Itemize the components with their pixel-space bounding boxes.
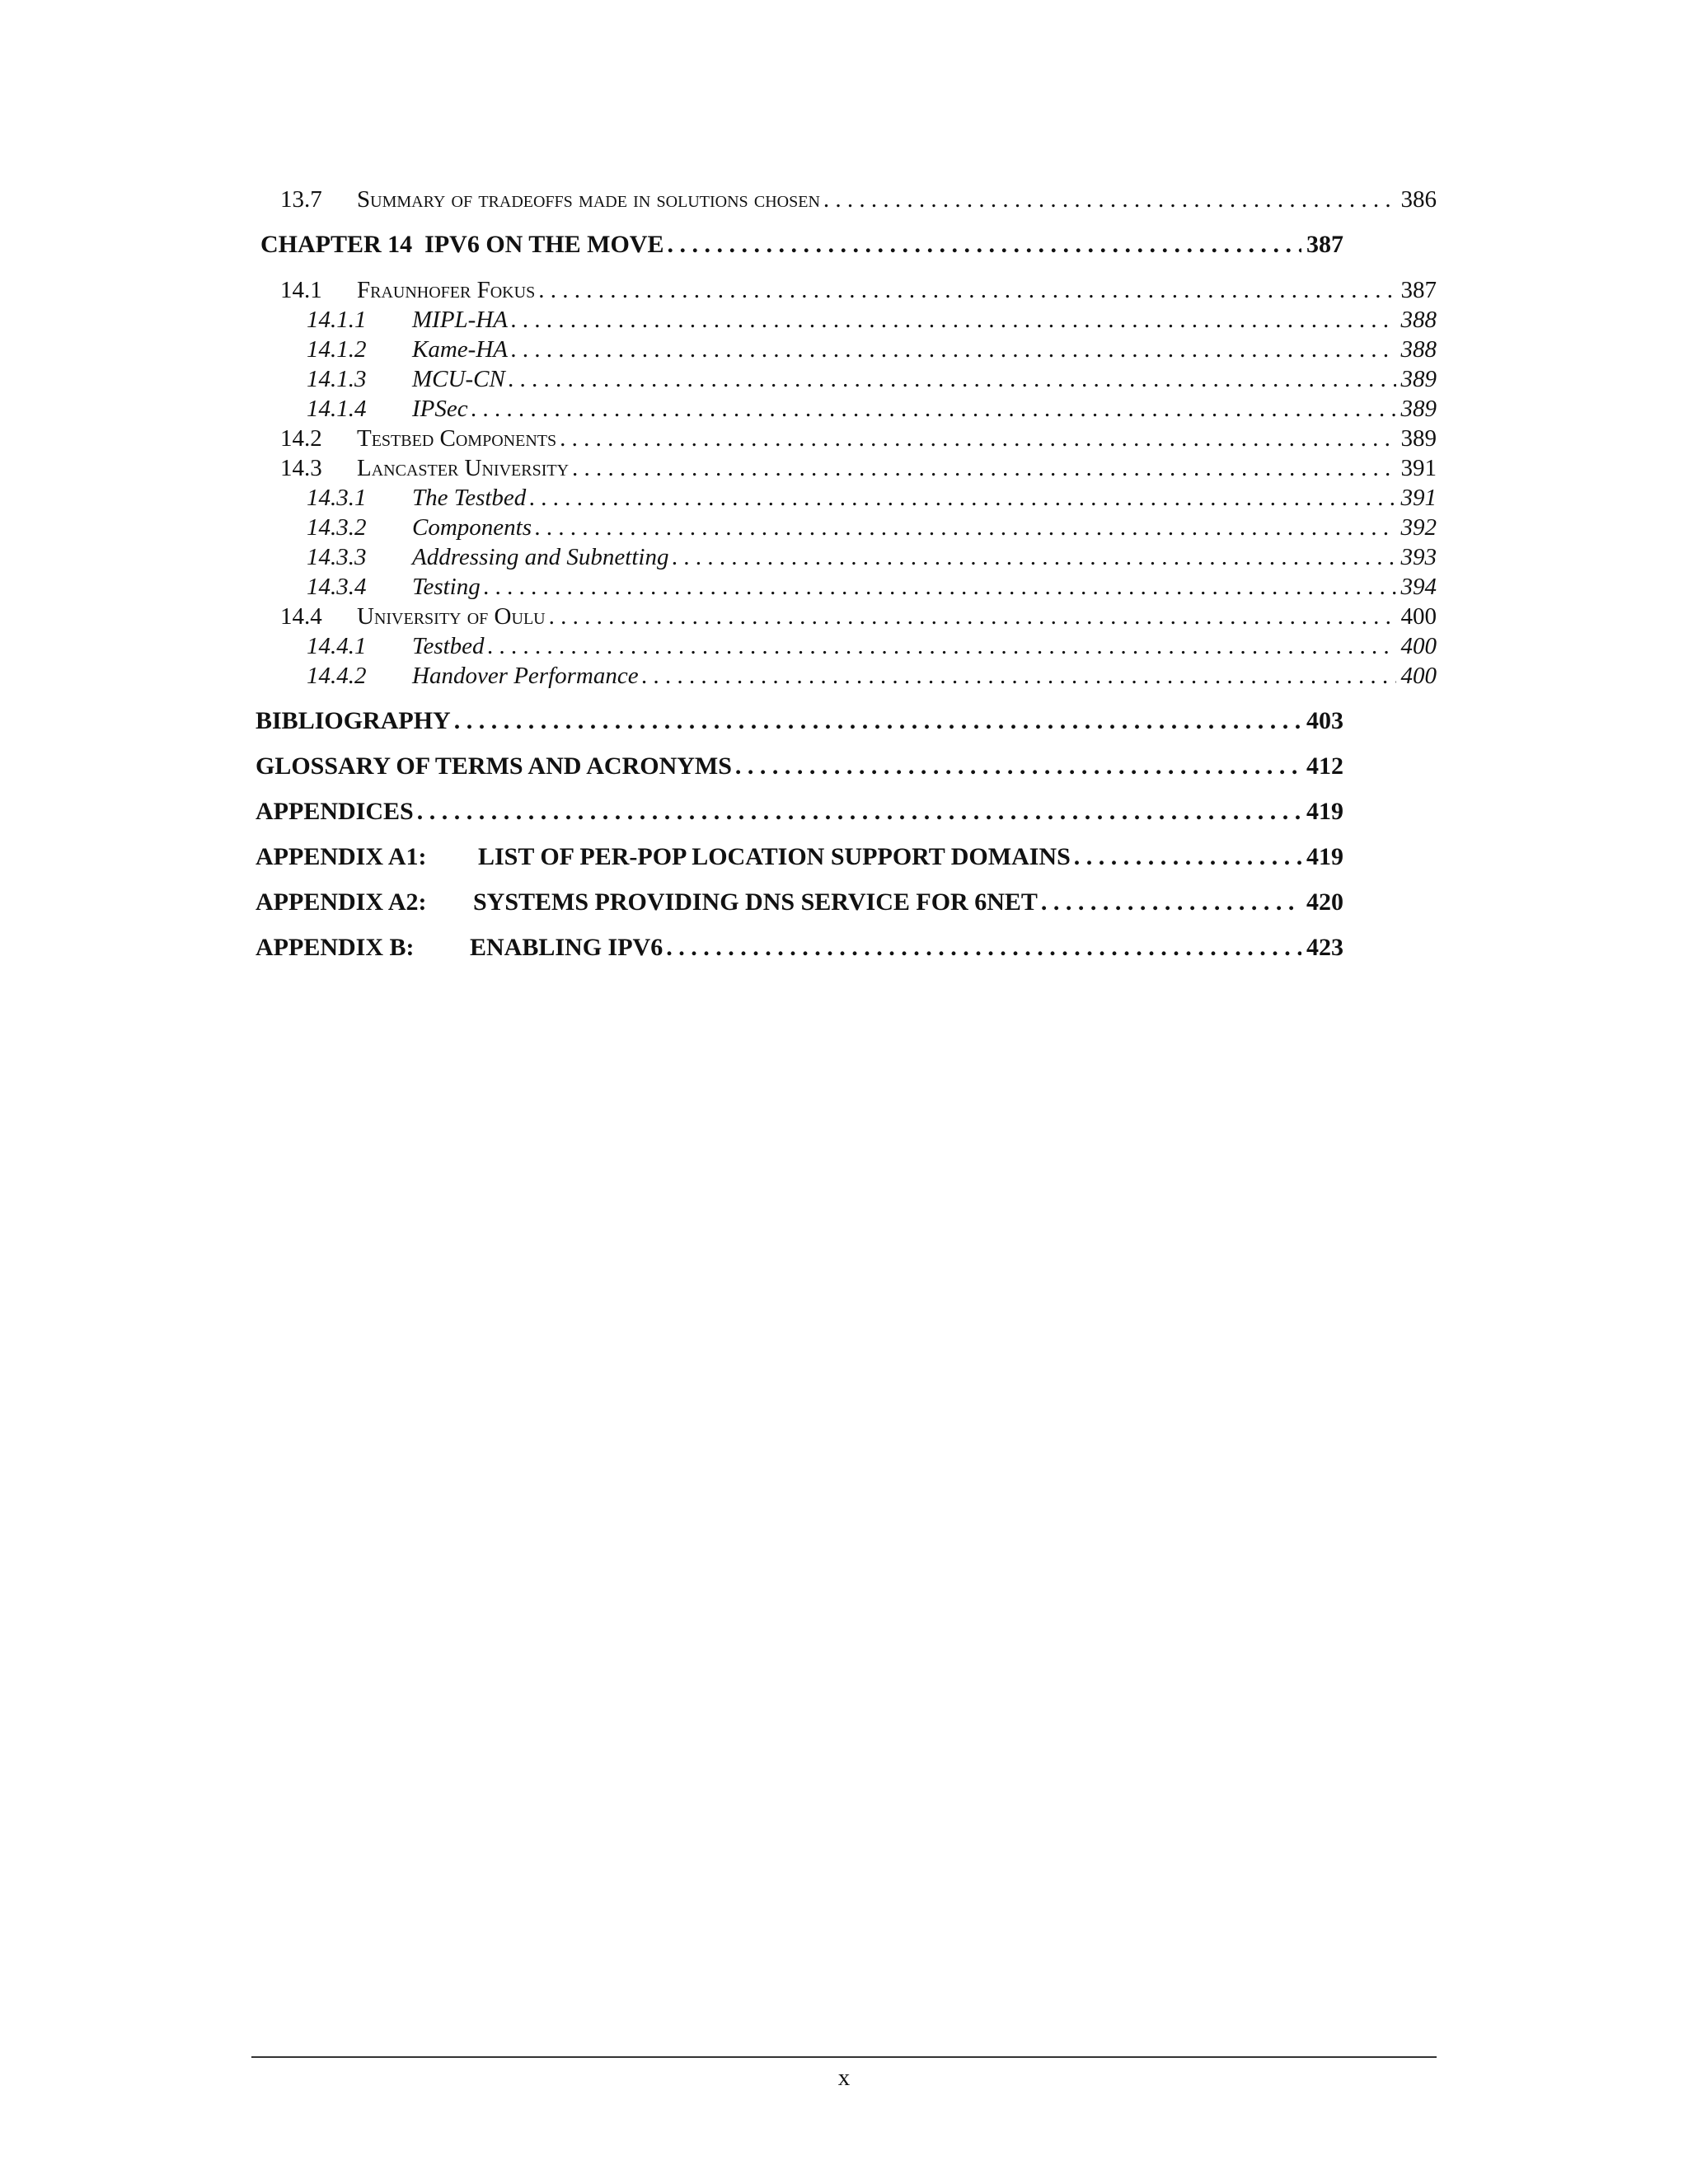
toc-entry-14-3-1[interactable] xyxy=(307,483,1437,513)
section-number: 14.1.3 xyxy=(307,366,367,392)
section-number: 14.3.1 xyxy=(307,485,367,511)
dot-leader xyxy=(735,751,1301,782)
dot-leader xyxy=(1074,841,1301,873)
appendix-label: APPENDIX A1: xyxy=(256,843,427,870)
footer-page-number: x xyxy=(837,2064,851,2091)
toc-entry-14-4-2[interactable] xyxy=(307,661,1437,691)
toc-entry-14-1-3[interactable] xyxy=(307,364,1437,394)
appendix-label: APPENDIX B: xyxy=(256,934,415,961)
dot-leader xyxy=(538,275,1395,305)
page-number: 400 xyxy=(1400,603,1437,630)
page-number: 387 xyxy=(1306,231,1343,258)
dot-leader xyxy=(529,483,1395,513)
toc-entry-13-7[interactable] xyxy=(280,185,1437,214)
toc-entry-glossary[interactable] xyxy=(256,751,1343,782)
dot-leader xyxy=(549,602,1396,631)
section-title: MIPL-HA xyxy=(412,307,508,333)
dot-leader xyxy=(511,335,1396,364)
toc-entry-14-1[interactable] xyxy=(280,275,1437,305)
dot-leader xyxy=(417,796,1301,827)
section-title: Addressing and Subnetting xyxy=(412,544,669,570)
page-number: 412 xyxy=(1306,752,1343,780)
page-number: 394 xyxy=(1400,574,1437,600)
section-number: 14.1 xyxy=(280,277,322,303)
toc-entry-appendix-b[interactable] xyxy=(256,932,1343,963)
dot-leader xyxy=(509,364,1396,394)
page-number: 389 xyxy=(1400,366,1437,392)
page-number: 388 xyxy=(1400,307,1437,333)
toc-entry-appendix-a2[interactable] xyxy=(256,887,1343,918)
dot-leader xyxy=(560,424,1395,453)
dot-leader xyxy=(1041,887,1301,918)
section-number: 14.4 xyxy=(280,603,322,630)
dot-leader xyxy=(511,305,1396,335)
section-number: 14.4.1 xyxy=(307,633,367,659)
section-number: 14.1.2 xyxy=(307,336,367,363)
page-number: 393 xyxy=(1400,544,1437,570)
page-number: 419 xyxy=(1306,843,1343,870)
page-number: 403 xyxy=(1306,707,1343,734)
toc-entry-14-3-2[interactable] xyxy=(307,513,1437,542)
dot-leader xyxy=(667,229,1301,260)
page-number: 392 xyxy=(1400,514,1437,541)
toc-entry-14-3[interactable] xyxy=(280,453,1437,483)
page-number: 419 xyxy=(1306,798,1343,825)
page-number: 423 xyxy=(1306,934,1343,961)
page-number: 386 xyxy=(1400,186,1437,213)
chapter-title: ENABLING IPV6 xyxy=(470,934,663,961)
appendix-label: APPENDIX A2: xyxy=(256,888,427,916)
section-number: 14.3.3 xyxy=(307,544,367,570)
section-title: The Testbed xyxy=(412,485,527,511)
section-number: 14.1.4 xyxy=(307,396,367,422)
page-number: 400 xyxy=(1400,633,1437,659)
section-number: 14.3 xyxy=(280,455,322,481)
section-number: 14.2 xyxy=(280,425,322,452)
section-title: Kame-HA xyxy=(412,336,508,363)
section-number: 14.1.1 xyxy=(307,307,367,333)
toc-entry-appendix-a1[interactable] xyxy=(256,841,1343,873)
toc-entry-appendices[interactable] xyxy=(256,796,1343,827)
dot-leader xyxy=(572,453,1395,483)
page-number: 400 xyxy=(1400,663,1437,689)
page-number: 391 xyxy=(1400,455,1437,481)
chapter-title: BIBLIOGRAPHY xyxy=(256,707,451,734)
section-title: Summary of tradeoffs made in solutions chosen xyxy=(357,186,820,213)
section-title: University of Oulu xyxy=(357,603,546,630)
page-number: 420 xyxy=(1306,888,1343,916)
section-title: Handover Performance xyxy=(412,663,639,689)
toc-entry-14-2[interactable] xyxy=(280,424,1437,453)
section-title: MCU-CN xyxy=(412,366,505,392)
section-title: Fraunhofer Fokus xyxy=(357,277,536,303)
section-title: Testbed xyxy=(412,633,485,659)
page-number: 389 xyxy=(1400,425,1437,452)
dot-leader xyxy=(488,631,1396,661)
dot-leader xyxy=(666,932,1301,963)
section-title: Components xyxy=(412,514,532,541)
dot-leader xyxy=(535,513,1396,542)
section-title: Testbed Components xyxy=(357,425,557,452)
dot-leader xyxy=(823,185,1396,214)
toc-entry-14-3-3[interactable] xyxy=(307,542,1437,572)
dot-leader xyxy=(484,572,1396,602)
chapter-title: APPENDICES xyxy=(256,798,414,825)
section-number: 14.3.4 xyxy=(307,574,367,600)
page-number: 388 xyxy=(1400,336,1437,363)
toc-entry-chapter-14[interactable] xyxy=(260,229,1343,260)
section-title: IPSec xyxy=(412,396,468,422)
page-number: 387 xyxy=(1400,277,1437,303)
toc-entry-bibliography[interactable] xyxy=(256,705,1343,737)
toc-entry-14-1-1[interactable] xyxy=(307,305,1437,335)
toc-entry-14-3-4[interactable] xyxy=(307,572,1437,602)
dot-leader xyxy=(454,705,1301,737)
section-number: 14.3.2 xyxy=(307,514,367,541)
chapter-title: SYSTEMS PROVIDING DNS SERVICE FOR 6NET xyxy=(473,888,1038,916)
page-number: 389 xyxy=(1400,396,1437,422)
chapter-title: GLOSSARY OF TERMS AND ACRONYMS xyxy=(256,752,732,780)
dot-leader xyxy=(642,661,1396,691)
toc-entry-14-4-1[interactable] xyxy=(307,631,1437,661)
chapter-title: LIST OF PER-POP LOCATION SUPPORT DOMAINS xyxy=(478,843,1071,870)
section-number: 14.4.2 xyxy=(307,663,367,689)
toc-entry-14-4[interactable] xyxy=(280,602,1437,631)
section-title: Lancaster University xyxy=(357,455,570,481)
section-number: 13.7 xyxy=(280,186,322,213)
dot-leader xyxy=(471,394,1396,424)
page-number: 391 xyxy=(1400,485,1437,511)
section-title: Testing xyxy=(412,574,481,600)
chapter-title: CHAPTER 14 IPV6 ON THE MOVE xyxy=(260,231,664,258)
toc-entry-14-1-4[interactable] xyxy=(307,394,1437,424)
toc-entry-14-1-2[interactable] xyxy=(307,335,1437,364)
dot-leader xyxy=(672,542,1395,572)
footer-divider xyxy=(251,2056,1437,2058)
